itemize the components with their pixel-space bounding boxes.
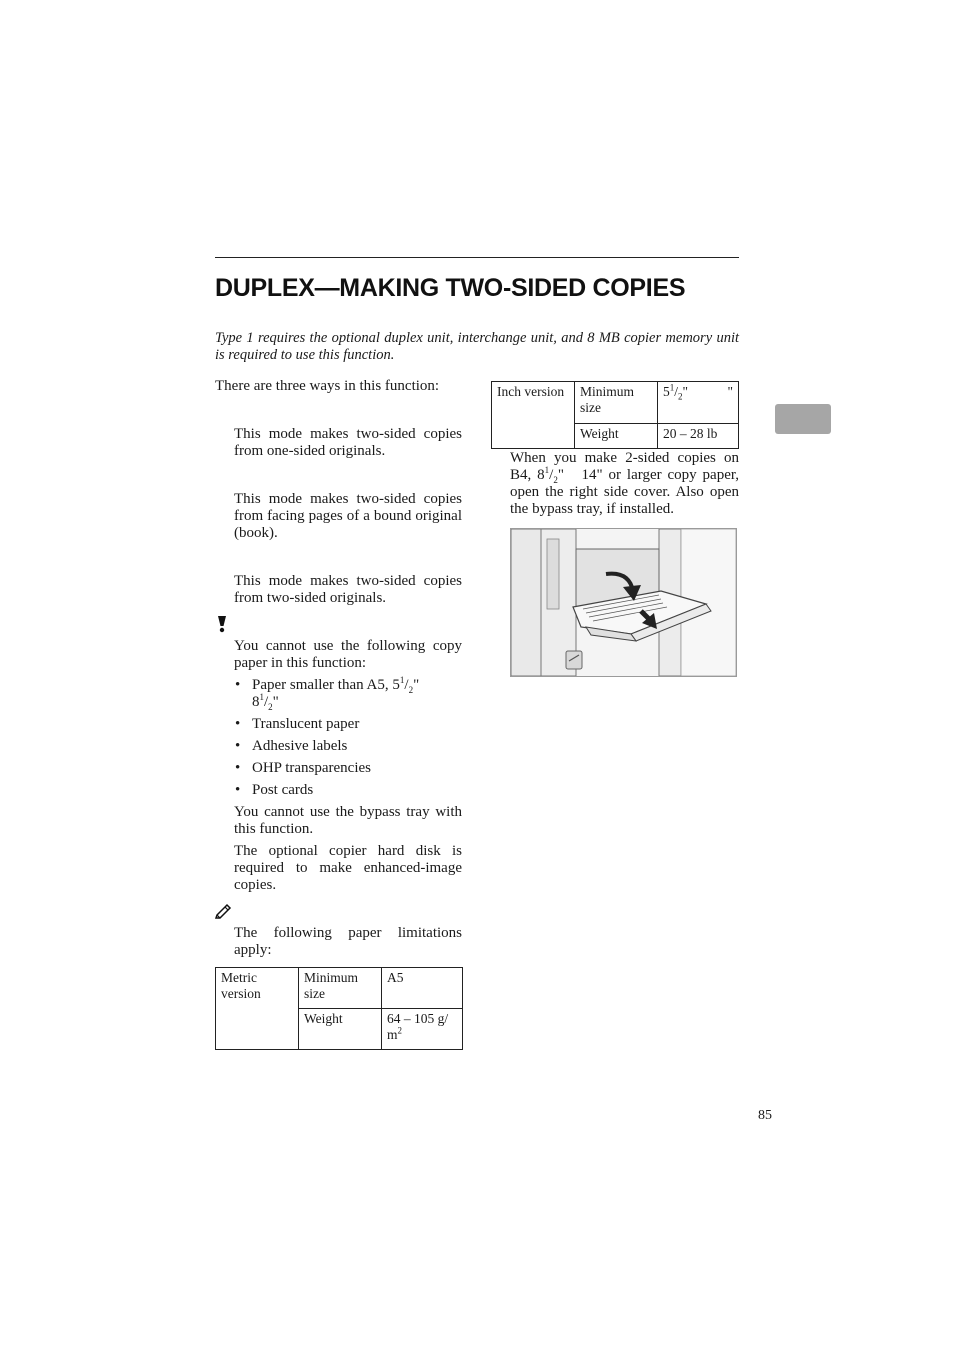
- list-item: • Adhesive labels: [234, 738, 462, 755]
- bypass-note: You cannot use the bypass tray with this function.: [234, 804, 462, 837]
- table-cell-min-label: Minimum size: [575, 382, 658, 424]
- limitation-intro: You cannot use the following copy paper in this function:: [234, 638, 462, 671]
- list-item: • OHP transparencies: [234, 760, 462, 777]
- list-item: • Post cards: [234, 782, 462, 799]
- unusable-paper-list: [234, 677, 462, 804]
- table-cell-min-value: $5^1/_2$" ": [658, 382, 739, 424]
- table-cell-weight-label: Weight: [299, 1009, 382, 1050]
- list-item: • Translucent paper: [234, 716, 462, 733]
- table-cell-min-label: Minimum size: [299, 968, 382, 1009]
- page-title: DUPLEX—MAKING TWO-SIDED COPIES: [215, 274, 686, 302]
- list-item: • Paper smaller than A5, $5^1/_2$" $8^1/_2$": [234, 677, 462, 711]
- table-cell-version: Inch version: [492, 382, 575, 449]
- table-cell-weight-value: 64 – 105 g/ $m^2$: [382, 1009, 463, 1050]
- bypass-instructions: When you make 2-sided copies on B4, $8^1/_2$" 14" or larger copy paper, open the right side cover. Also open the bypass tray, if installed.: [510, 450, 743, 517]
- metric-limits-table: [215, 967, 463, 1050]
- paper-limit-note: The following paper limitations apply:: [234, 925, 462, 958]
- page-number: 85: [758, 1108, 772, 1123]
- table-cell-weight-label: Weight: [575, 424, 658, 449]
- ways-text: There are three ways in this function:: [215, 378, 440, 394]
- pencil-note-icon: [214, 903, 232, 924]
- table-cell-min-value: A5: [382, 968, 463, 1009]
- chapter-tab-marker: [775, 404, 831, 434]
- mode-two-sided-text: This mode makes two-sided copies from two-sided originals.: [234, 573, 462, 606]
- title-rule: [215, 257, 739, 258]
- inch-limits-table: [491, 381, 739, 449]
- limitation-icon: [216, 615, 228, 638]
- mode-one-sided-text: This mode makes two-sided copies from one-sided originals.: [234, 426, 462, 459]
- harddisk-note: The optional copier hard disk is required to make enhanced-image copies.: [234, 843, 462, 893]
- intro-paragraph: Type 1 requires the optional duplex unit, interchange unit, and 8 MB copier memory unit is required to use this function.: [215, 330, 739, 363]
- table-cell-weight-value: 20 – 28 lb: [658, 424, 739, 449]
- mode-book-text: This mode makes two-sided copies from facing pages of a bound original (book).: [234, 491, 462, 541]
- bypass-tray-illustration: [510, 528, 737, 677]
- table-cell-version: Metric version: [216, 968, 299, 1050]
